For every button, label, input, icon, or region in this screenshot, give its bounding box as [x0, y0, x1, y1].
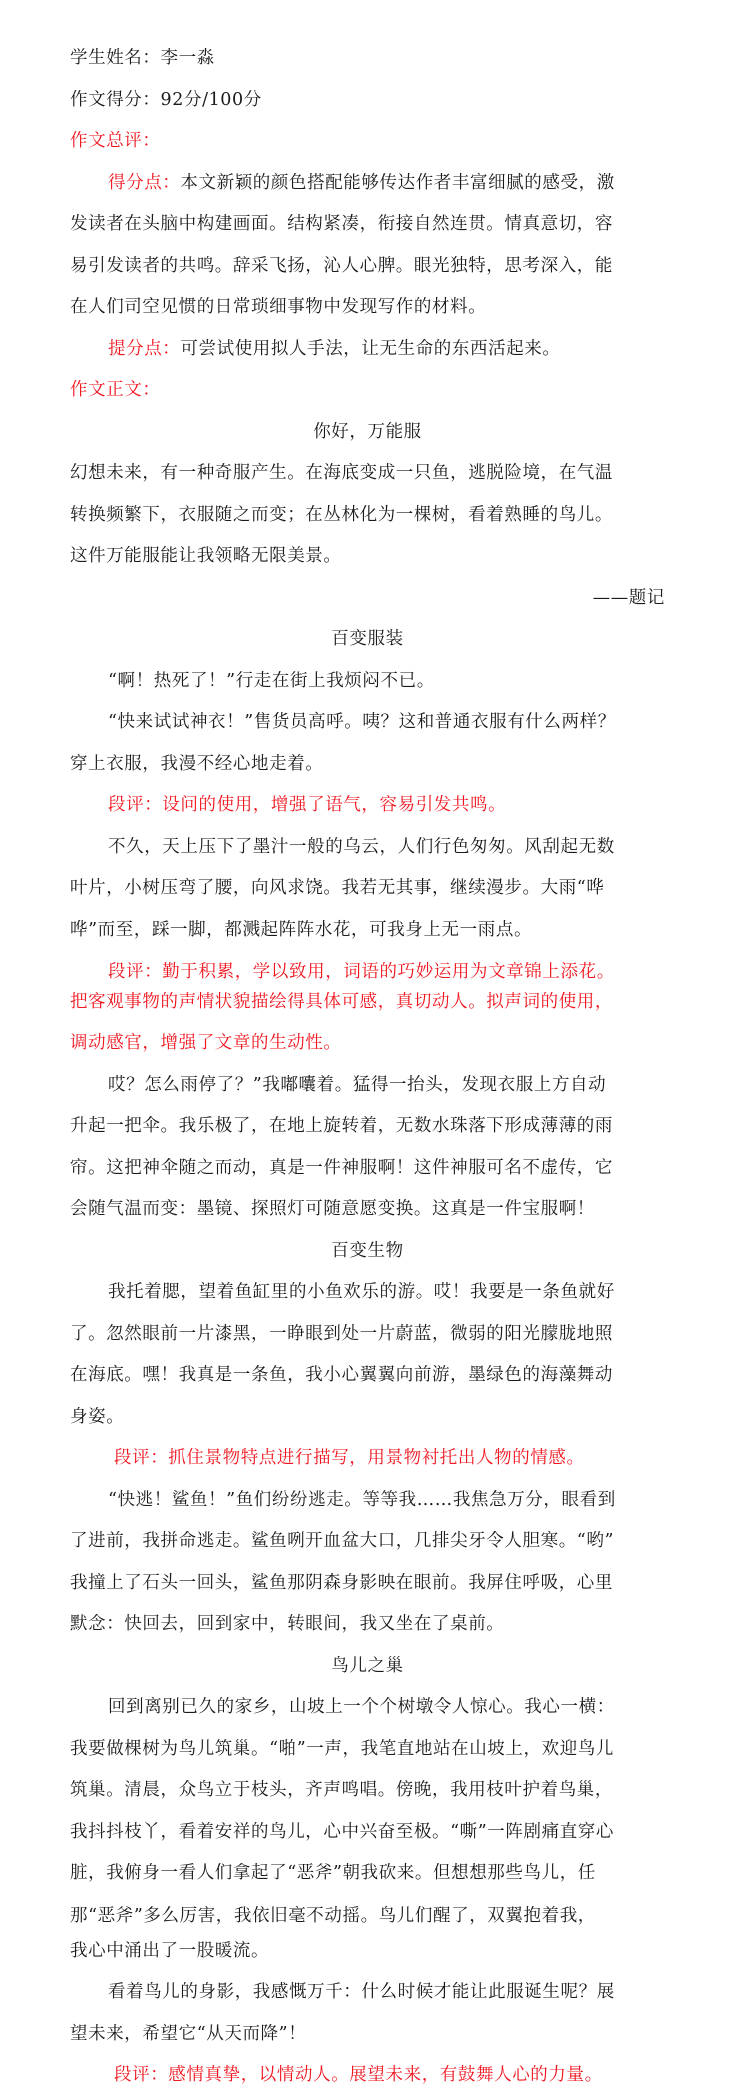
paragraph-comment: 段评：设问的使用，增强了语气，容易引发共鸣。 [108, 795, 507, 815]
epigraph-sign: ——题记 [592, 587, 665, 608]
paragraph-line: “啊！热死了！”行走在街上我烦闷不已。 [108, 670, 435, 691]
paragraph-comment: 段评：感情真挚，以情动人。展望未来，有鼓舞人心的力量。 [114, 2065, 603, 2085]
paragraph-line: 了。忽然眼前一片漆黑，一睁眼到处一片蔚蓝，微弱的阳光朦胧地照 [70, 1323, 613, 1344]
paragraph-line: 叶片，小树压弯了腰，向风求饶。我若无其事，继续漫步。大雨“哗 [70, 878, 605, 898]
strengths-label: 得分点： [108, 172, 181, 193]
student-name: 李一淼 [160, 48, 215, 68]
paragraph-line: 穿上衣服，我漫不经心地走着。 [70, 753, 324, 774]
student-name-line [70, 38, 665, 80]
paragraph-line: 看着鸟儿的身影，我感慨万千：什么时候才能让此服诞生呢？展 [108, 1982, 615, 2002]
improve-label: 提分点： [108, 338, 181, 359]
paragraph-line: 帘。这把神伞随之而动，真是一件神服啊！这件神服可名不虚传，它 [70, 1157, 613, 1178]
paragraph-line: “快来试试神衣！”售货员高呼。咦？这和普通衣服有什么两样？ [108, 712, 616, 732]
paragraph-line: 身姿。 [70, 1406, 125, 1427]
paragraph-line: 哗”而至，踩一脚，都溅起阵阵水花，可我身上无一雨点。 [70, 919, 533, 940]
improve-line [70, 329, 665, 371]
paragraph-line: 回到离别已久的家乡，山坡上一个个树墩令人惊心。我心一横： [108, 1697, 615, 1717]
intro-line: 这件万能服能让我领略无限美景。 [70, 546, 342, 566]
paragraph-line: 了进前，我拼命逃走。鲨鱼咧开血盆大口，几排尖牙令人胆寒。“哟” [70, 1531, 614, 1551]
score-line [70, 80, 665, 122]
paragraph-line: 会随气温而变：墨镜、探照灯可随意愿变换。这真是一件宝服啊！ [70, 1199, 595, 1219]
intro-line: 幻想未来，有一种奇服产生。在海底变成一只鱼，逃脱险境，在气温 [70, 463, 613, 483]
strengths-text: 本文新颖的颜色搭配能够传达作者丰富细腻的感受，激 [180, 172, 615, 193]
paragraph-line: “快逃！鲨鱼！”鱼们纷纷逃走。等等我……我焦急万分，眼看到 [108, 1489, 616, 1510]
strengths-line [70, 163, 665, 205]
paragraph-line: 不久，天上压下了墨汁一般的乌云，人们行色匆匆。风刮起无数 [108, 836, 615, 857]
strengths-line: 发读者在头脑中构建画面。结构紧凑，衔接自然连贯。情真意切，容 [70, 214, 613, 234]
paragraph-line: 我心中涌出了一股暖流。 [70, 1940, 270, 1961]
essay-title: 你好，万能服 [313, 421, 422, 442]
paragraph-line: 那“恶斧”多么厉害，我依旧毫不动摇。鸟儿们醒了，双翼抱着我， [70, 1905, 596, 1926]
intro-line: 转换频繁下，衣服随之而变；在丛林化为一棵树，看着熟睡的鸟儿。 [70, 504, 613, 525]
strengths-line: 易引发读者的共鸣。辞采飞扬，沁人心脾。眼光独特，思考深入，能 [70, 255, 613, 276]
score-value: 92分/100分 [160, 89, 262, 110]
paragraph-line: 升起一把伞。我乐极了，在地上旋转着，无数水珠落下形成薄薄的雨 [70, 1116, 613, 1136]
essay-document [70, 38, 665, 2097]
essay-section-label: 作文正文： [70, 380, 161, 400]
paragraph-line: 哎？怎么雨停了？”我嘟囔着。猛得一抬头，发现衣服上方自动 [108, 1074, 607, 1095]
section-heading: 鸟儿之巢 [331, 1655, 404, 1676]
paragraph-comment: 段评：抓住景物特点进行描写，用景物衬托出人物的情感。 [114, 1448, 585, 1468]
student-name-label: 学生姓名： [70, 48, 161, 68]
paragraph-line: 我要做棵树为鸟儿筑巢。“啪”一声，我笔直地站在山坡上，欢迎鸟儿 [70, 1738, 614, 1759]
improve-text: 可尝试使用拟人手法，让无生命的东西活起来。 [180, 338, 561, 359]
score-label: 作文得分： [70, 89, 161, 110]
paragraph-line: 脏，我俯身一看人们拿起了“恶斧”朝我砍来。但想想那些鸟儿，任 [70, 1863, 596, 1883]
paragraph-line: 默念：快回去，回到家中，转眼间，我又坐在了桌前。 [70, 1614, 505, 1634]
paragraph-line: 筑巢。清晨，众鸟立于枝头，齐声鸣唱。傍晚，我用枝叶护着鸟巢， [70, 1780, 613, 1800]
paragraph-line: 我撞上了石头一回头，鲨鱼那阴森身影映在眼前。我屏住呼吸，心里 [70, 1572, 613, 1593]
section-heading: 百变服装 [331, 629, 404, 649]
strengths-line: 在人们司空见惯的日常琐细事物中发现写作的材料。 [70, 297, 487, 317]
paragraph-line: 在海底。嘿！我真是一条鱼，我小心翼翼向前游，墨绿色的海藻舞动 [70, 1365, 613, 1385]
paragraph-line: 我托着腮，望着鱼缸里的小鱼欢乐的游。哎！我要是一条鱼就好 [108, 1282, 615, 1302]
paragraph-comment: 段评：勤于积累，学以致用，词语的巧妙运用为文章锦上添花。 [108, 962, 615, 982]
review-title: 作文总评： [70, 131, 161, 151]
paragraph-comment: 调动感官，增强了文章的生动性。 [70, 1033, 342, 1053]
paragraph-line: 我抖抖枝丫，看着安祥的鸟儿，心中兴奋至极。“嘶”一阵剧痛直穿心 [70, 1821, 614, 1842]
section-heading: 百变生物 [331, 1240, 404, 1261]
paragraph-comment: 把客观事物的声情状貌描绘得具体可感，真切动人。拟声词的使用， [70, 992, 613, 1012]
paragraph-line: 望未来，希望它“从天而降”！ [70, 2023, 307, 2044]
